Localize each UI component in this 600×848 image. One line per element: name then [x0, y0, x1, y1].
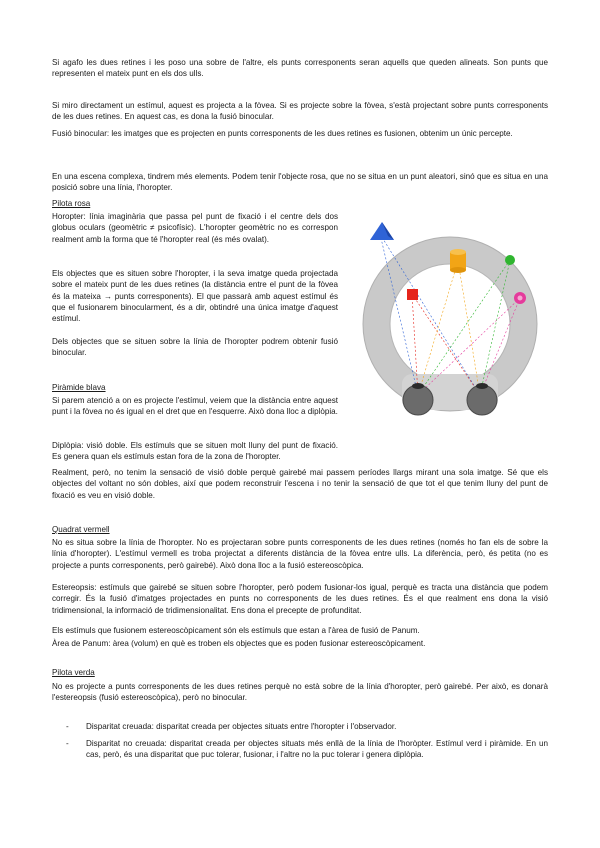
list-item: [66, 738, 548, 761]
quadrat-vermell-paragraph-2: Estereopsis: estímuls que gairebé se situen sobre l'horopter, però podem fusionar-los igual, perquè es tracta una distància que podem corregir. És la fusió d'imatges projectades en punts no corresponents de les dues retines. És el que realment ens dona la visió tridimensional, la informació de tridimensionalitat. Ens dona el precepte de profunditat.: [52, 583, 548, 615]
intro-paragraph-2: Si miro directament un estímul, aquest es projecta a la fòvea. Si es projecte sobre la fòvea, s'està projectant sobre punts corresponents de les dues retines. En aquest cas, es dona la fusió binocular.: [52, 101, 548, 122]
bullet-dash: -: [66, 722, 69, 731]
quadrat-vermell-paragraph-4: Àrea de Panum: àrea (volum) en què es troben els objectes que es poden fusionar estereoscòpicament.: [52, 639, 426, 648]
quadrat-vermell-paragraph-1: No es situa sobre la línia de l'horopter. No es projectaran sobre punts corresponents de les dues retines (només ho fan els de sobre la línia d'horopter). L'estímul vermell es troba projectat a diferents distància de la fòvea entre ulls. La diferència, però, és petita (no es projecte a punts corresponents, però gairebé). Això dona lloc a la fusió estereoscòpica.: [52, 538, 548, 570]
list-item: [66, 721, 548, 732]
bullet-text: Disparitat creuada: disparitat creada per objectes situats entre l'horopter i l'observador.: [86, 722, 397, 731]
intro-paragraph-3: Fusió binocular: les imatges que es projecten en punts corresponents de les dues retines es fusionen, obtenim un únic percepte.: [52, 129, 513, 138]
pilota-rosa-paragraph-2: Els objectes que es situen sobre l'horopter, i la seva imatge queda projectada sobre el mateix punt de les dues retines (la distància entre el punt de la fòvea és la mateixa → punts corresponents). El que passarà amb aquest estímul és que el fusionarem binocularment, és a dir, obtindré una única imatge d'aquest estímul.: [52, 269, 338, 324]
red-square-icon: [407, 289, 418, 300]
heading-piramide-blava: Piràmide blava: [52, 383, 106, 392]
quadrat-vermell-paragraph-3: Els estímuls que fusionem estereoscòpicament són els estímuls que estan a l'àrea de fusió de Panum.: [52, 626, 420, 635]
heading-pilota-verda: Pilota verda: [52, 668, 95, 677]
pilota-verda-paragraph-1: No es projecte a punts corresponents de les dues retines perquè no està sobre de la línia d'horopter, però gairebé. Per això, es donarà l'estereopsis (fusió estereoscòpica), però no binocular.: [52, 682, 548, 703]
piramide-blava-paragraph-2: Diplòpia: visió doble. Els estímuls que se situen molt lluny del punt de fixació. Es genera quan els estímuls estan fora de la zona de l'horopter.: [52, 441, 338, 462]
flower-icon: [514, 292, 526, 304]
horopter-diagram: [350, 214, 550, 424]
bullet-text: Disparitat no creuada: disparitat creada per objectes situats més enllà de la línia de l'horòpter. Estímul verd i piràmide. En un cas, però, és una disparitat que puc tolerar, fusionar, i l'altre no la puc tolerar i genera diplòpia.: [86, 739, 548, 760]
piramide-blava-paragraph-1: Si parem atenció a on es projecte l'estímul, veiem que la distància entre aquest punt i la fòvea no és igual en el dret que en l'esquerre. Això dona lloc a diplòpia.: [52, 396, 338, 417]
intro-paragraph-1: Si agafo les dues retines i les poso una sobre de l'altre, els punts corresponents seran aquells que queden alineats. Son punts que representen el mateix punt en els dos ulls.: [52, 58, 548, 79]
heading-pilota-rosa: Pilota rosa: [52, 199, 91, 208]
pyramid-icon: [370, 222, 394, 240]
cylinder-icon: [450, 249, 466, 273]
green-ball-icon: [505, 255, 515, 265]
heading-quadrat-vermell: Quadrat vermell: [52, 525, 110, 534]
pilota-rosa-paragraph-3: Dels objectes que se situen sobre la línia de l'horopter podrem obtenir fusió binocular.: [52, 337, 338, 358]
intro-paragraph-4: En una escena complexa, tindrem més elements. Podem tenir l'objecte rosa, que no se situa en un punt aleatori, sinó que es situa en una posició sobre una línia, l'horopter.: [52, 172, 548, 193]
pilota-rosa-paragraph-1: Horopter: línia imaginària que passa pel punt de fixació i el centre dels dos globus oculars (geomètric ≠ psicofísic). L'horopter geomètric no es correspon realment amb la forma que té l'horopter real (és més ovalat).: [52, 212, 338, 244]
piramide-blava-paragraph-3: Realment, però, no tenim la sensació de visió doble perquè gairebé mai passem períodes llargs mirant una sola imatge. Sé que els objectes del voltant no són dobles, així que podem reconstruir l'escena i no tenir la sensació de que tot el que tenim lluny del punt de fixació es veu en visió doble.: [52, 468, 548, 500]
bullet-dash: -: [66, 739, 69, 748]
